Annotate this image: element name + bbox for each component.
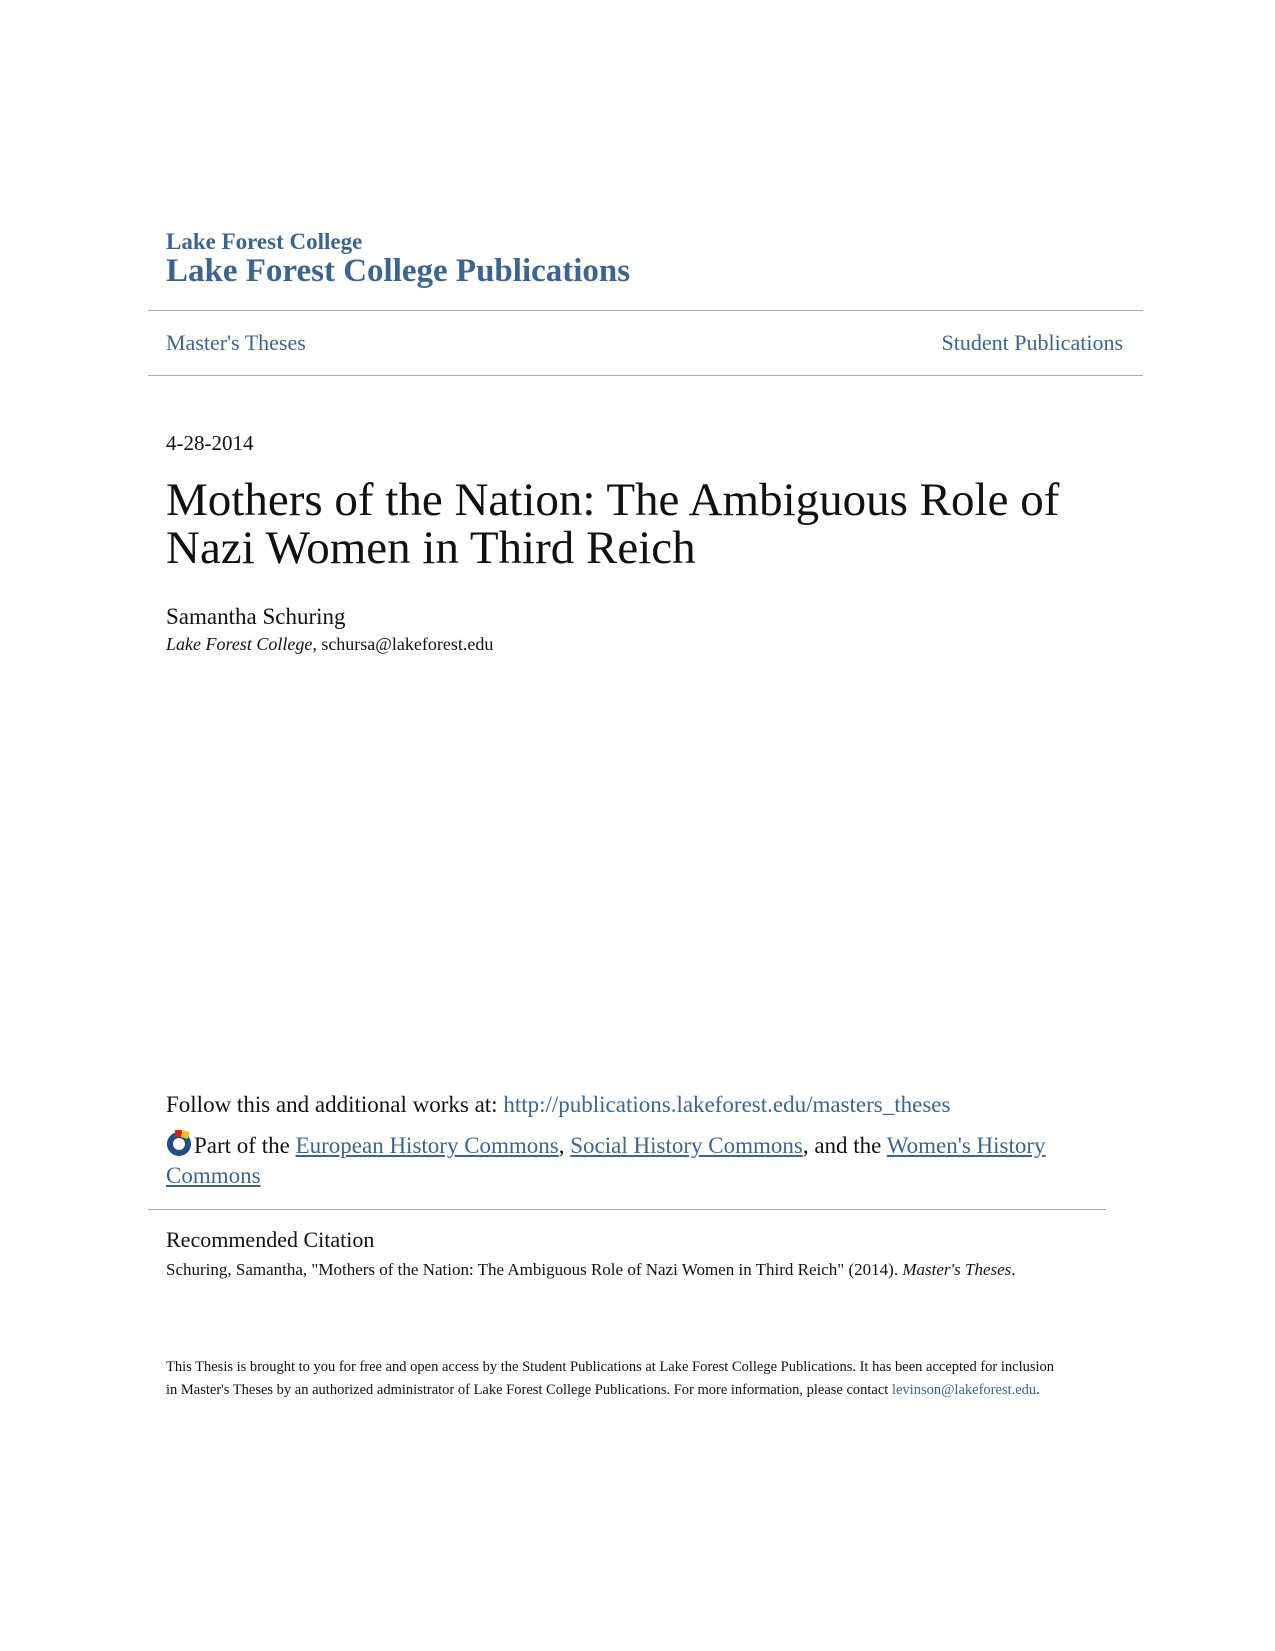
separator: , — [558, 1133, 571, 1158]
contact-email-link[interactable]: levinson@lakeforest.edu — [891, 1382, 1037, 1398]
author-email[interactable]: schursa@lakeforest.edu — [321, 634, 494, 654]
citation-heading: Recommended Citation — [166, 1227, 375, 1252]
author-name: Samantha Schuring — [166, 604, 346, 629]
institution-name[interactable]: Lake Forest College — [166, 229, 363, 254]
footer-text: This Thesis is brought to you for free and open access by the Student Publications at Lake Forest College Publications. It has been accepted for inclusion in Master's Theses by an authorized administrator of Lake Forest College Publications. For more information, please contact — [166, 1359, 1055, 1398]
repository-name[interactable]: Lake Forest College Publications — [166, 253, 631, 289]
collection-link[interactable]: http://publications.lakeforest.edu/masters_theses — [503, 1092, 951, 1117]
network-logo-icon — [166, 1128, 194, 1156]
affiliation: Lake Forest College — [166, 634, 313, 654]
footer-end: . — [1036, 1382, 1040, 1398]
nav-student-publications[interactable]: Student Publications — [941, 330, 1123, 355]
publication-date: 4-28-2014 — [166, 431, 254, 455]
divider — [148, 1209, 1106, 1210]
document-title: Mothers of the Nation: The Ambiguous Role of Nazi Women in Third Reich — [166, 474, 1060, 574]
citation-text — [166, 1260, 1016, 1280]
womens-history-link[interactable]: Women's History Commons — [166, 1133, 1046, 1188]
footer-notice — [166, 1356, 1066, 1402]
part-of-label: Part of the — [194, 1133, 296, 1158]
follow-label: Follow this and additional works at: — [166, 1092, 504, 1117]
social-history-link[interactable]: Social History Commons — [570, 1133, 803, 1158]
citation-body: Schuring, Samantha, "Mothers of the Nation: The Ambiguous Role of Nazi Women in Third Reich" (2014). — [166, 1260, 903, 1279]
separator: , and the — [802, 1133, 887, 1158]
nav-masters-theses[interactable]: Master's Theses — [166, 330, 306, 355]
citation-end: . — [1011, 1260, 1016, 1279]
divider — [148, 375, 1143, 376]
part-of-line — [166, 1128, 1086, 1191]
divider — [148, 310, 1143, 311]
follow-line — [166, 1092, 950, 1118]
european-history-link[interactable]: European History Commons — [295, 1133, 559, 1158]
citation-series: Master's Theses — [902, 1260, 1012, 1279]
author-affiliation: Lake Forest College, schursa@lakeforest.edu — [166, 634, 494, 654]
